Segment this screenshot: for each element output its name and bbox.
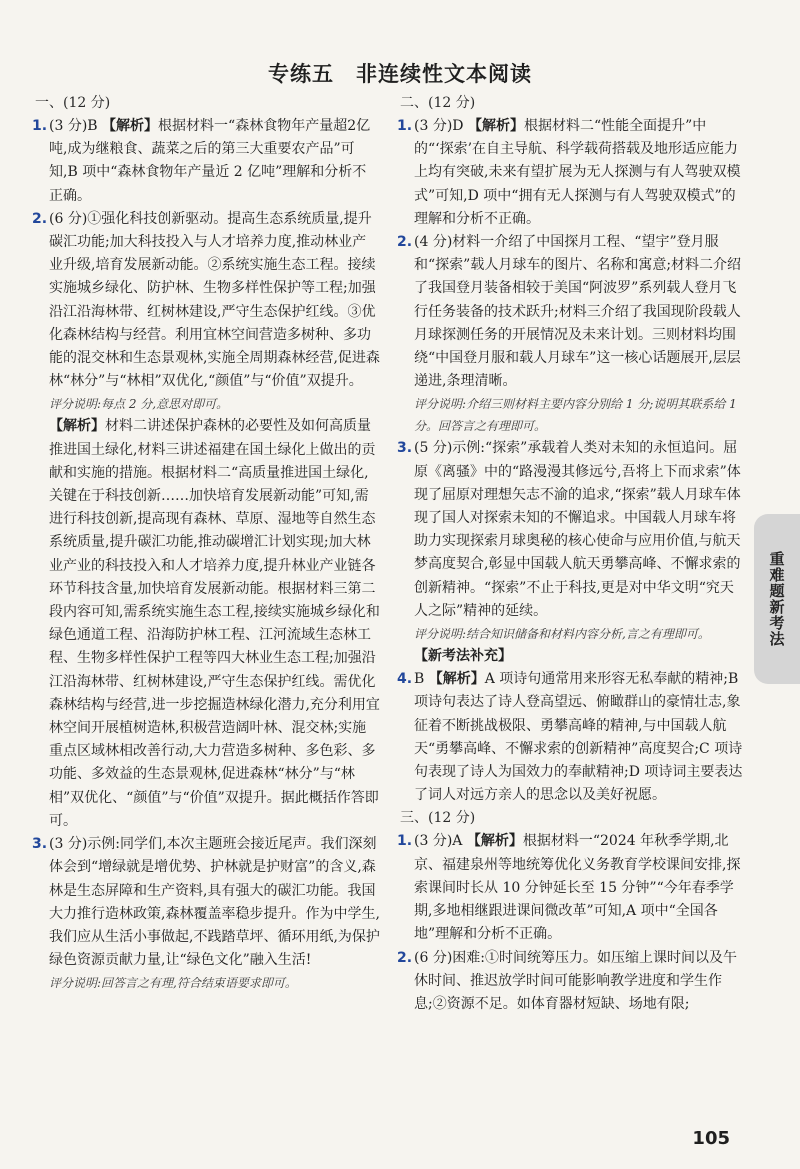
answer-head: B [414, 671, 425, 688]
supplement-heading: 【新考法补充】 [414, 648, 512, 665]
scoring-note: 评分说明:每点 2 分,意思对即可。 [49, 397, 229, 412]
answer-item [397, 231, 745, 393]
item-number: 2. [397, 949, 413, 966]
analysis-tag: 【解析】 [49, 418, 105, 435]
item-number: 2. [32, 210, 48, 227]
scoring-note: 评分说明:介绍三则材料主要内容分别给 1 分;说明其联系给 1 分。回答言之有理即可。 [414, 397, 737, 434]
item-number: 3. [397, 440, 413, 457]
answer-head: (3 分)B [49, 118, 98, 134]
answer-text: (3 分)示例:同学们,本次主题班会接近尾声。我们深刻体会到“增绿就是增优势、护林就是护财富”的含义,森林是生态屏障和生产资料,具有强大的碳汇功能。我国大力推行造林政策,森林覆盖率稳步提升。作为中学生,我们应从生活小事做起,不践踏草坪、循环用纸,为保护绿色资源贡献力量,让“绿色文化”融入生活! [49, 836, 380, 969]
answer-item [397, 668, 745, 807]
answer-text: 根据材料一“2024 年秋季学期,北京、福建泉州等地统筹优化义务教育学校课间安排,探索课间时长从 10 分钟延长至 15 分钟”“今年春季学期,多地相继跟进课间微改革”可知,A 项中“全国各地”理解和分析不正确。 [414, 833, 741, 943]
answer-item [397, 947, 745, 1017]
analysis-tag: 【解析】 [466, 833, 523, 850]
answer-text: 根据材料二“性能全面提升”中的“‘探索’在自主导航、科学载荷搭载及地形适应能力上均有突破,未来有望扩展为无人探测与有人驾驶双模式”可知,D 项中“拥有无人探测与有人驾驶双模式”的理解和分析不正确。 [414, 118, 741, 227]
item-number: 4. [397, 671, 413, 688]
answer-head: (3 分)A [414, 833, 463, 850]
right-column [397, 92, 745, 1016]
answer-item [397, 830, 745, 946]
answer-head: (3 分)D [414, 118, 464, 134]
page-number: 105 [692, 1128, 730, 1149]
item-number: 1. [397, 118, 413, 134]
analysis-tag: 【解析】 [467, 118, 524, 134]
answer-item [397, 437, 745, 623]
side-tab [754, 514, 800, 684]
answer-text: (6 分)①强化科技创新驱动。提高生态系统质量,提升碳汇功能;加大科技投入与人才培养力度,推动林业产业升级,培育发展新动能。②系统实施生态工程。接续实施城乡绿化、防护林、生物多样性保护等工程;加强沿江沿海林带、红树林建设,严守生态保护红线。③优化森林结构与经营。利用宜林空间营造多树种、多功能的混交林和生态景观林,实施全周期森林经营,促进森林“林分”与“林相”双优化,“颜值”与“价值”双提升。 [49, 210, 380, 390]
analysis-tag: 【解析】 [428, 671, 485, 688]
item-number: 1. [397, 833, 413, 850]
item-number: 3. [32, 836, 48, 853]
section-heading-2: 二、(12 分) [400, 95, 476, 111]
scoring-note: 评分说明:回答言之有理,符合结束语要求即可。 [49, 976, 297, 991]
section-heading-1: 一、(12 分) [35, 95, 111, 111]
answer-item [32, 833, 380, 972]
analysis-tag: 【解析】 [102, 118, 159, 134]
answer-text: (5 分)示例:“探索”承载着人类对未知的永恒追问。屈原《离骚》中的“路漫漫其修远兮,吾将上下而求索”体现了屈原对理想矢志不渝的追求,“探索”载人月球车体现了国人对探索未知的不懈追求。中国载人月球车将助力实现探索月球奥秘的核心使命与应用价值,与航天梦高度契合,彰显中国载人航天勇攀高峰、不懈求索的创新精神。“探索”不止于科技,更是对中华文明“究天人之际”精神的延续。 [414, 440, 741, 619]
answer-text: (4 分)材料一介绍了中国探月工程、“望宇”登月服和“探索”载人月球车的图片、名称和寓意;材料二介绍了我国登月装备相较于美国“阿波罗”系列载人登月飞行任务装备的技术跃升;材料三介绍了我国现阶段载人月球探测任务的开展情况及未来计划。三则材料均围绕“中国登月服和载人月球车”这一核心话题展开,层层递进,条理清晰。 [414, 234, 742, 390]
analysis-paragraph [35, 415, 380, 833]
answer-text: 根据材料一“森林食物年产量超2亿吨,成为继粮食、蔬菜之后的第三大重要农产品”可知,B 项中“森林食物年产量近 2 亿吨”理解和分析不正确。 [49, 118, 371, 204]
item-number: 2. [397, 234, 413, 251]
side-tab-label: 重难题新考法 [767, 551, 786, 647]
scoring-note: 评分说明:结合知识储备和材料内容分析,言之有理即可。 [414, 627, 710, 642]
left-column [32, 92, 380, 994]
answer-item [32, 208, 380, 394]
item-number: 1. [32, 118, 48, 134]
answer-text: A 项诗句通常用来形容无私奉献的精神;B 项诗句表达了诗人登高望远、俯瞰群山的豪情壮志,象征着不断挑战极限、勇攀高峰的精神,与中国载人航天“勇攀高峰、不懈求索的创新精神”高度契合;C 项诗句表现了诗人为国效力的奉献精神;D 项诗词主要表达了词人对远方亲人的思念以及美好祝愿。 [414, 671, 743, 804]
section-heading-3: 三、(12 分) [400, 810, 476, 827]
answer-item [32, 115, 380, 208]
page-title: 专练五 非连续性文本阅读 [268, 62, 532, 86]
answer-text: (6 分)困难:①时间统筹压力。如压缩上课时间以及午休时间、推迟放学时间可能影响教学进度和学生作息;②资源不足。如体育器材短缺、场地有限; [414, 949, 737, 1012]
answer-item [397, 115, 745, 231]
analysis-text: 材料二讲述保护森林的必要性及如何高质量推进国土绿化,材料三讲述福建在国土绿化上做出的贡献和实施的措施。根据材料二“高质量推进国土绿化,关键在于科技创新……加快培育发展新动能”可知,需进行科技创新,提高现有森林、草原、湿地等自然生态系统质量,提升碳汇功能,推动碳增汇计划实现;加大林业产业的科技投入和人才培养力度,提升林业产业链各环节科技含量,加快培育发展新动能。根据材料三第二段内容可知,需系统实施生态工程,接续实施城乡绿化和绿色通道工程、沿海防护林工程、江河流域生态林工程、生物多样性保护工程等四大林业生态工程;加强沿江沿海林带、红树林建设,严守生态保护红线。需优化森林结构与经营,进一步挖掘造林绿化潜力,充分利用宜林空间开展植树造林,积极营造阔叶林、混交林;实施重点区域林相改善行动,大力营造多树种、多色彩、多功能、多效益的生态景观林,促进森林“林分”与“林相”双优化、“颜值”与“价值”双提升。据此概括作答即可。 [49, 418, 380, 829]
